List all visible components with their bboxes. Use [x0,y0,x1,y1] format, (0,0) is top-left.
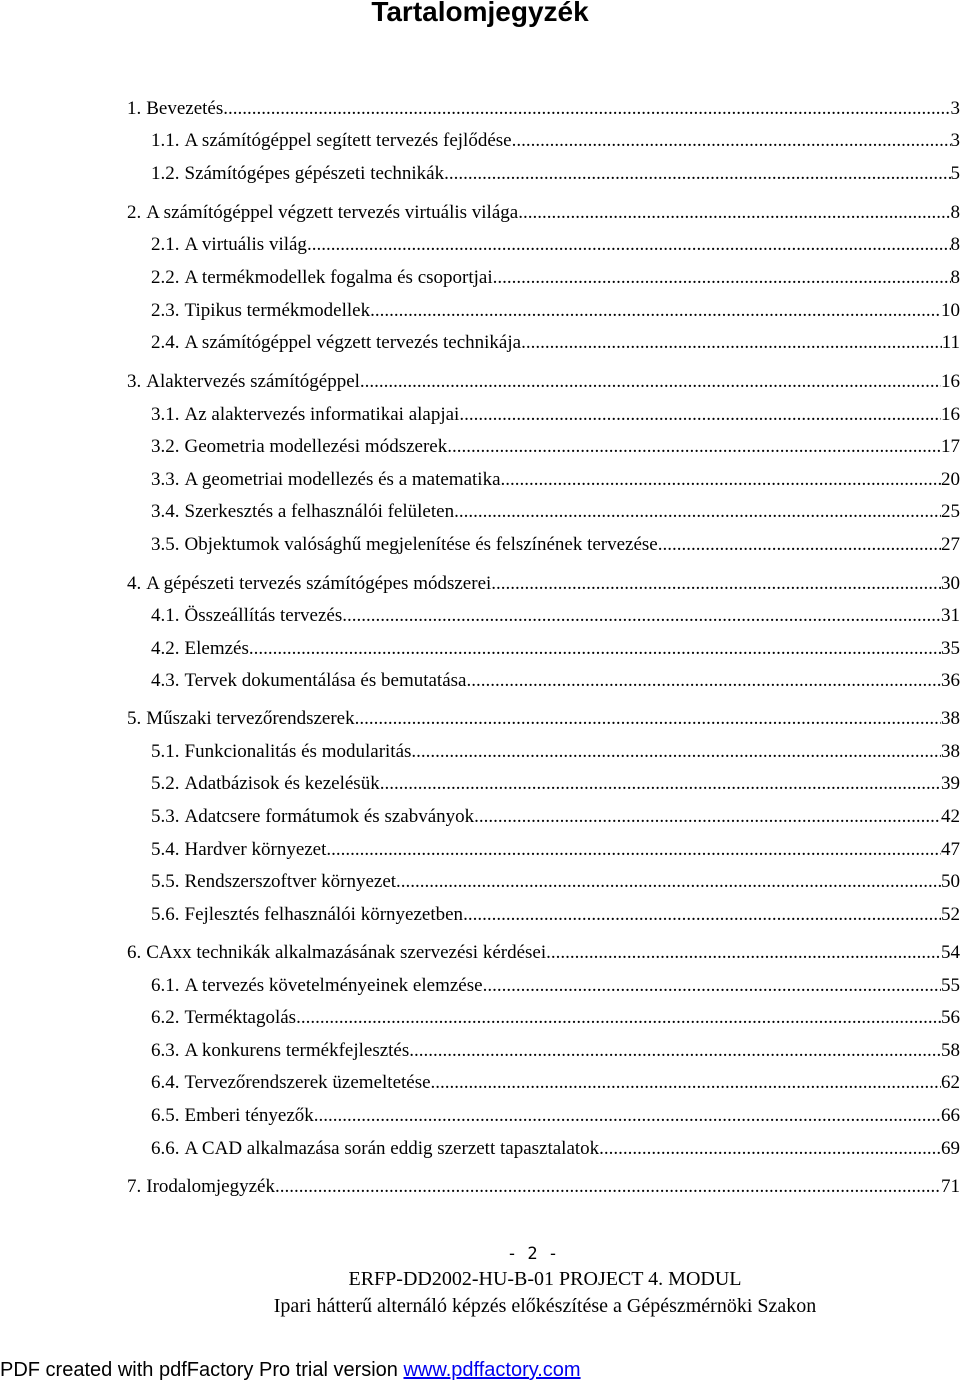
toc-entry[interactable] [151,161,960,187]
toc-entry-title: Terméktagolás [184,1007,297,1028]
toc-entry[interactable] [151,603,960,629]
toc-entry[interactable] [151,668,960,694]
toc-entry-title: A gépészeti tervezés számítógépes módszerei [146,573,492,594]
toc-entry-title: Funkcionalitás és modularitás [184,741,412,762]
toc-entry[interactable] [151,1070,960,1096]
toc-entry[interactable] [151,804,960,830]
toc-entry-number: 2.3. [151,300,180,321]
toc-entry-title: Rendszerszoftver környezet [184,871,397,892]
toc-entry-title: A virtuális világ [184,234,307,255]
toc-entry-title: A konkurens termékfejlesztés [184,1040,410,1061]
toc-entry-page: 16 [941,371,960,392]
toc-entry[interactable] [127,200,960,226]
toc-entry-page: 62 [941,1072,960,1093]
toc-entry-number: 6.2. [151,1007,180,1028]
toc-dot-leader [512,128,951,154]
toc-dot-leader [599,1136,941,1162]
toc-entry-title: Hardver környezet [184,839,327,860]
toc-entry-number: 1.2. [151,163,180,184]
toc-entry-number: 1. [127,98,142,119]
toc-entry[interactable] [151,1103,960,1129]
toc-entry[interactable] [151,532,960,558]
toc-entry-title: Az alaktervezés informatikai alapjai [184,404,460,425]
toc-entry-title: Szerkesztés a felhasználói felületen [184,501,455,522]
toc-dot-leader [326,837,941,863]
toc-entry-title: A termékmodellek fogalma és csoportjai [184,267,493,288]
toc-entry-page: 42 [941,806,960,827]
toc-entry-number: 5.3. [151,806,180,827]
toc-entry-title: A CAD alkalmazása során eddig szerzett tapasztalatok [184,1138,600,1159]
toc-entry-number: 6.3. [151,1040,180,1061]
toc-entry-number: 6.6. [151,1138,180,1159]
toc-dot-leader [411,739,941,765]
toc-entry[interactable] [151,1038,960,1064]
toc-entry-page: 8 [950,267,960,288]
toc-dot-leader [307,232,951,258]
toc-entry-number: 6.5. [151,1105,180,1126]
toc-dot-leader [491,571,941,597]
toc-entry-title: Bevezetés [146,98,224,119]
toc-entry-number: 2.2. [151,267,180,288]
toc-dot-leader [409,1038,941,1064]
toc-dot-leader [431,1070,941,1096]
toc-entry[interactable] [151,402,960,428]
toc-entry-number: 6.1. [151,975,180,996]
toc-entry[interactable] [151,467,960,493]
toc-entry-title: A tervezés követelményeinek elemzése [184,975,483,996]
toc-entry-page: 69 [941,1138,960,1159]
toc-dot-leader [501,467,941,493]
toc-entry-page: 50 [941,871,960,892]
toc-entry-page: 52 [941,904,960,925]
toc-entry-number: 7. [127,1176,142,1197]
footer-subtitle-line: Ipari hátterű alternáló képzés előkészítése a Gépészmérnöki Szakon [273,1295,817,1317]
toc-entry-page: 39 [941,773,960,794]
toc-dot-leader [223,96,950,122]
toc-dot-leader [249,636,941,662]
toc-entry-title: A számítógéppel végzett tervezés technikája [184,332,522,353]
toc-entry-title: Geometria modellezési módszerek [184,436,448,457]
toc-dot-leader [474,804,941,830]
toc-entry-title: Számítógépes gépészeti technikák [184,163,445,184]
toc-entry-page: 47 [941,839,960,860]
page-number: - 2 - [506,1244,559,1264]
toc-entry-page: 3 [950,98,960,119]
toc-entry-title: Adatbázisok és kezelésük [184,773,380,794]
toc-entry[interactable] [151,265,960,291]
toc-entry-number: 4.2. [151,638,180,659]
pdf-trial-notice [0,1355,960,1385]
toc-entry-page: 8 [950,202,960,223]
toc-entry[interactable] [127,571,960,597]
toc-entry[interactable] [151,1005,960,1031]
toc-entry-title: Összeállítás tervezés [184,605,343,626]
toc-entry-number: 5.6. [151,904,180,925]
pdffactory-link[interactable]: www.pdffactory.com [403,1359,581,1381]
toc-entry-title: Tipikus termékmodellek [184,300,371,321]
toc-dot-leader [459,402,941,428]
toc-entry-page: 17 [941,436,960,457]
toc-dot-leader [342,603,941,629]
toc-entry-number: 5.1. [151,741,180,762]
toc-entry-page: 55 [941,975,960,996]
toc-entry-page: 16 [941,404,960,425]
toc-entry-title: Adatcsere formátumok és szabványok [184,806,475,827]
toc-dot-leader [546,940,941,966]
toc-entry-number: 5. [127,708,142,729]
toc-entry-page: 38 [941,741,960,762]
toc-entry-page: 11 [941,332,960,353]
toc-entry-number: 3.5. [151,534,180,555]
toc-dot-leader [380,771,941,797]
pdf-notice-text: PDF created with pdfFactory Pro trial version [0,1359,404,1381]
toc-entry-page: 30 [941,573,960,594]
toc-entry[interactable] [151,902,960,928]
toc-entry-title: Emberi tényezők [184,1105,314,1126]
toc-entry[interactable] [151,739,960,765]
toc-dot-leader [314,1103,941,1129]
toc-dot-leader [444,161,950,187]
footer-project-line: ERFP-DD2002-HU-B-01 PROJECT 4. MODUL [348,1268,742,1290]
toc-entry-page: 54 [941,942,960,963]
toc-entry-number: 3.1. [151,404,180,425]
toc-entry-number: 3.3. [151,469,180,490]
toc-entry-number: 6. [127,942,142,963]
toc-dot-leader [454,499,941,525]
toc-entry[interactable] [151,869,960,895]
toc-entry-title: Fejlesztés felhasználói környezetben [184,904,464,925]
toc-dot-leader [360,369,941,395]
toc-entry-number: 4. [127,573,142,594]
toc-entry[interactable] [127,369,960,395]
page-title: Tartalomjegyzék [371,0,589,27]
toc-dot-leader [275,1174,941,1200]
toc-entry[interactable] [151,1136,960,1162]
toc-entry-title: Objektumok valósághű megjelenítése és felszínének tervezése [184,534,658,555]
toc-dot-leader [296,1005,941,1031]
toc-dot-leader [355,706,941,732]
toc-entry-number: 5.2. [151,773,180,794]
toc-entry-page: 20 [941,469,960,490]
toc-entry-title: Alaktervezés számítógéppel [146,371,360,392]
toc-entry-number: 2.1. [151,234,180,255]
toc-dot-leader [483,973,941,999]
toc-dot-leader [396,869,941,895]
toc-entry[interactable] [151,499,960,525]
toc-dot-leader [463,902,941,928]
toc-entry-title: A számítógéppel segített tervezés fejlődése [184,130,512,151]
toc-dot-leader [658,532,941,558]
toc-dot-leader [370,298,941,324]
toc-entry[interactable] [151,434,960,460]
toc-dot-leader [518,200,950,226]
toc-entry-number: 4.1. [151,605,180,626]
toc-entry-number: 5.5. [151,871,180,892]
toc-entry-number: 3.4. [151,501,180,522]
toc-entry-title: Irodalomjegyzék [146,1176,275,1197]
toc-entry[interactable] [127,940,960,966]
toc-entry[interactable] [151,232,960,258]
toc-entry-number: 2. [127,202,142,223]
toc-entry[interactable] [151,128,960,154]
toc-entry-page: 10 [941,300,960,321]
toc-entry-page: 3 [950,130,960,151]
toc-entry-number: 6.4. [151,1072,180,1093]
toc-entry-number: 5.4. [151,839,180,860]
toc-entry-title: A geometriai modellezés és a matematika [184,469,501,490]
toc-entry[interactable] [151,771,960,797]
toc-entry-title: CAxx technikák alkalmazásának szervezési kérdései [146,942,547,963]
toc-entry[interactable] [151,636,960,662]
toc-entry-page: 35 [941,638,960,659]
toc-entry-page: 66 [941,1105,960,1126]
toc-entry[interactable] [127,96,960,122]
toc-dot-leader [521,330,942,356]
toc-entry[interactable] [127,1174,960,1200]
toc-entry-number: 4.3. [151,670,180,691]
toc-entry-page: 25 [941,501,960,522]
toc-entry[interactable] [151,837,960,863]
toc-entry-title: Műszaki tervezőrendszerek [146,708,355,729]
toc-entry-title: Tervezőrendszerek üzemeltetése [184,1072,431,1093]
toc-entry[interactable] [127,706,960,732]
toc-entry[interactable] [151,973,960,999]
toc-entry-page: 56 [941,1007,960,1028]
toc-entry-page: 31 [941,605,960,626]
toc-entry-page: 36 [941,670,960,691]
toc-entry-number: 1.1. [151,130,180,151]
toc-entry-page: 27 [941,534,960,555]
toc-dot-leader [447,434,941,460]
toc-entry-title: Elemzés [184,638,249,659]
toc-entry-number: 3.2. [151,436,180,457]
toc-entry-number: 3. [127,371,142,392]
toc-dot-leader [466,668,941,694]
toc-entry-page: 38 [941,708,960,729]
toc-entry[interactable] [151,330,960,356]
toc-entry-page: 5 [950,163,960,184]
toc-entry[interactable] [151,298,960,324]
toc-entry-page: 8 [950,234,960,255]
toc-entry-title: Tervek dokumentálása és bemutatása [184,670,467,691]
toc-entry-title: A számítógéppel végzett tervezés virtuális világa [146,202,519,223]
toc-entry-number: 2.4. [151,332,180,353]
toc-dot-leader [493,265,951,291]
toc-entry-page: 58 [941,1040,960,1061]
toc-entry-page: 71 [941,1176,960,1197]
